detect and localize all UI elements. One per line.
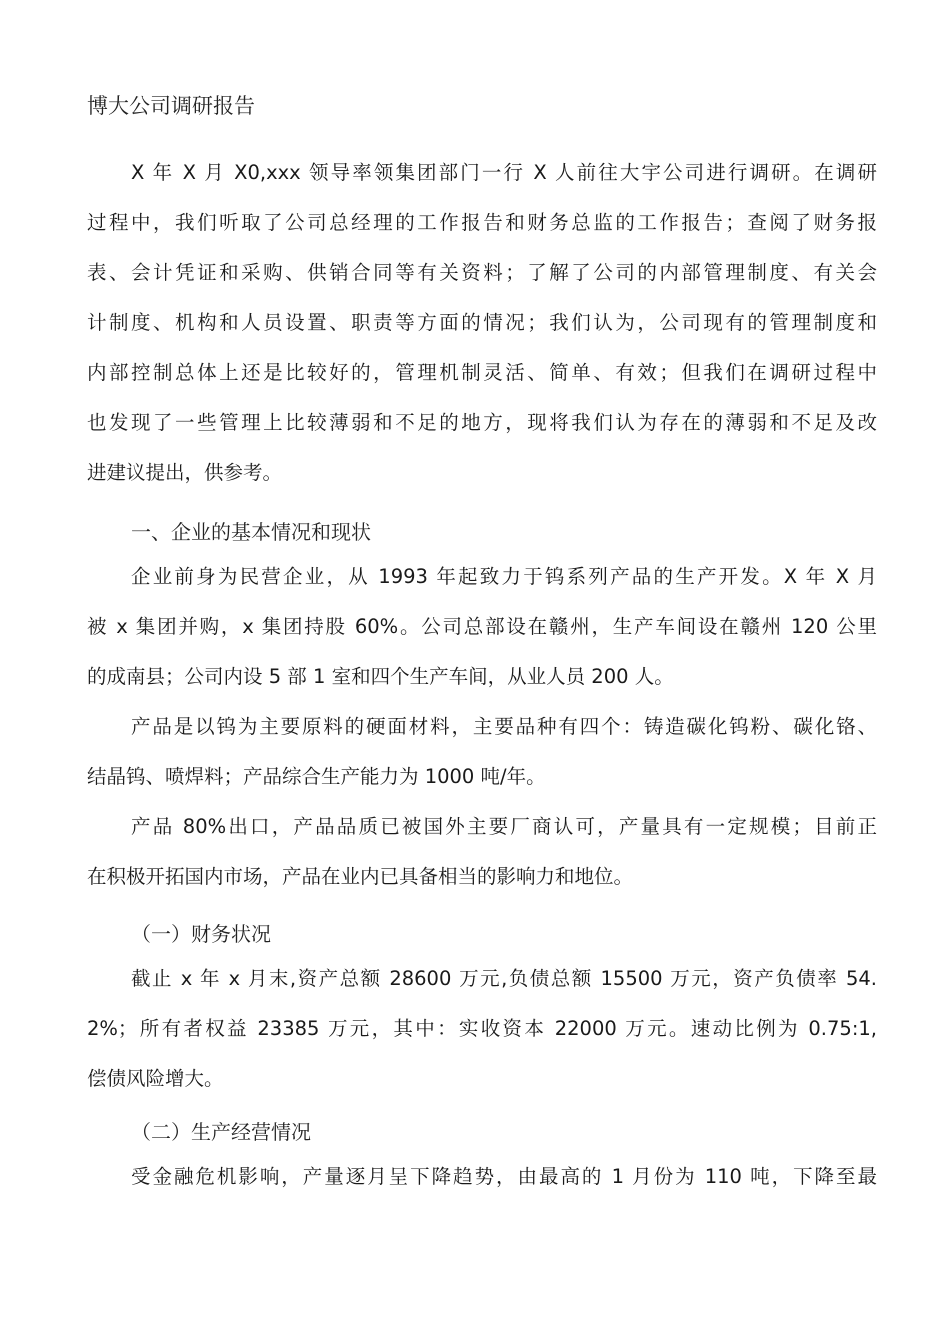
paragraph-line: 企业前身为民营企业，从 1993 年起致力于钨系列产品的生产开发。X 年 X 月	[131, 565, 877, 588]
production-paragraph	[87, 1152, 877, 1202]
paragraph-line: 的成南县；公司内设 5 部 1 室和四个生产车间，从业人员 200 人。	[87, 665, 674, 688]
paragraph-line: 产品是以钨为主要原料的硬面材料，主要品种有四个：铸造碳化钨粉、碳化铬、	[131, 715, 877, 738]
basic-info-paragraph-2	[87, 702, 877, 802]
paragraph-line: 过程中，我们听取了公司总经理的工作报告和财务总监的工作报告；查阅了财务报	[87, 211, 877, 234]
intro-paragraph	[87, 148, 877, 498]
paragraph-line: 2%；所有者权益 23385 万元，其中：实收资本 22000 万元。速动比例为 0.75:1,	[87, 1017, 877, 1040]
paragraph-line: 进建议提出，供参考。	[87, 461, 283, 484]
paragraph-line: 也发现了一些管理上比较薄弱和不足的地方，现将我们认为存在的薄弱和不足及改	[87, 411, 877, 434]
paragraph-line: 结晶钨、喷焊料；产品综合生产能力为 1000 吨/年。	[87, 765, 546, 788]
paragraph-line: 被 x 集团并购，x 集团持股 60%。公司总部设在赣州，生产车间设在赣州 120 公里	[87, 615, 877, 638]
finance-paragraph	[87, 954, 877, 1104]
paragraph-line: 计制度、机构和人员设置、职责等方面的情况；我们认为，公司现有的管理制度和	[87, 311, 877, 334]
section-heading-basic-info: 一、企业的基本情况和现状	[131, 520, 371, 544]
section-heading-finance: （一）财务状况	[131, 922, 271, 946]
paragraph-line: 偿债风险增大。	[87, 1067, 224, 1090]
basic-info-paragraph-1	[87, 552, 877, 702]
paragraph-line: 表、会计凭证和采购、供销合同等有关资料；了解了公司的内部管理制度、有关会	[87, 261, 877, 284]
document-title: 博大公司调研报告	[87, 94, 255, 118]
paragraph-line: X 年 X 月 X0,xxx 领导率领集团部门一行 X 人前往大宇公司进行调研。在调研	[131, 161, 877, 184]
paragraph-line: 产品 80%出口，产品品质已被国外主要厂商认可，产量具有一定规模；目前正	[131, 815, 877, 838]
paragraph-line: 在积极开拓国内市场，产品在业内已具备相当的影响力和地位。	[87, 865, 634, 888]
paragraph-line: 受金融危机影响，产量逐月呈下降趋势，由最高的 1 月份为 110 吨，下降至最	[131, 1165, 877, 1188]
basic-info-paragraph-3	[87, 802, 877, 902]
paragraph-line: 截止 x 年 x 月末,资产总额 28600 万元,负债总额 15500 万元，资产负债率 54.	[131, 967, 877, 990]
section-heading-production: （二）生产经营情况	[131, 1120, 311, 1144]
paragraph-line: 内部控制总体上还是比较好的，管理机制灵活、简单、有效；但我们在调研过程中	[87, 361, 877, 384]
